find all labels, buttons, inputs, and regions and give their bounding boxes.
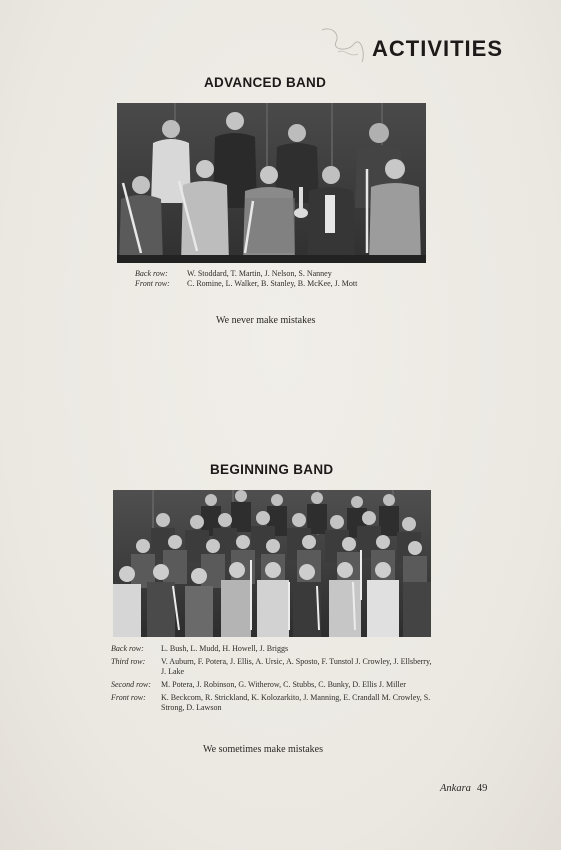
beginning-band-title: BEGINNING BAND [210,462,334,477]
caption-label: Front row: [135,279,170,288]
page-heading: ACTIVITIES [372,36,504,61]
caption-names: L. Bush, L. Mudd, H. Howell, J. Briggs [161,644,289,653]
caption-row [111,680,436,690]
caption-names: M. Potera, J. Robinson, G. Witherow, C. Stubbs, C. Bunky, D. Ellis J. Miller [161,680,406,689]
caption-row [111,693,436,713]
advanced-band-photo [117,103,426,263]
caption-label: Back row: [111,644,144,653]
caption-names: K. Beckcom, R. Strickland, K. Kolozarkito, J. Manning, E. Crandall M. Crowley, S. Strong, D. Lawson [161,693,431,712]
caption-label: Third row: [111,657,146,666]
advanced-band-captions [135,269,435,289]
page-number: 49 [476,783,488,794]
caption-row [111,644,436,654]
advanced-band-tagline: We never make mistakes [216,315,316,326]
caption-label: Front row: [111,693,146,702]
beginning-band-captions [111,644,436,713]
caption-label: Second row: [111,680,151,689]
caption-names: C. Romine, L. Walker, B. Stanley, B. McKee, J. Mott [187,279,358,288]
beginning-band-tagline: We sometimes make mistakes [203,744,323,755]
advanced-band-title: ADVANCED BAND [204,75,327,90]
publication-name: Ankara [440,783,471,794]
page-footer [440,783,487,794]
caption-row [135,269,435,279]
caption-names: V. Auburn, F. Potera, J. Ellis, A. Ursic, A. Sposto, F. Tunstol J. Crowley, J. Ellsberry, J. Lake [161,657,432,676]
caption-row [111,657,436,677]
caption-label: Back row: [135,269,168,278]
handwritten-signature [318,22,378,72]
caption-row [135,279,435,289]
caption-names: W. Stoddard, T. Martin, J. Nelson, S. Nanney [187,269,332,278]
beginning-band-photo [113,490,431,637]
